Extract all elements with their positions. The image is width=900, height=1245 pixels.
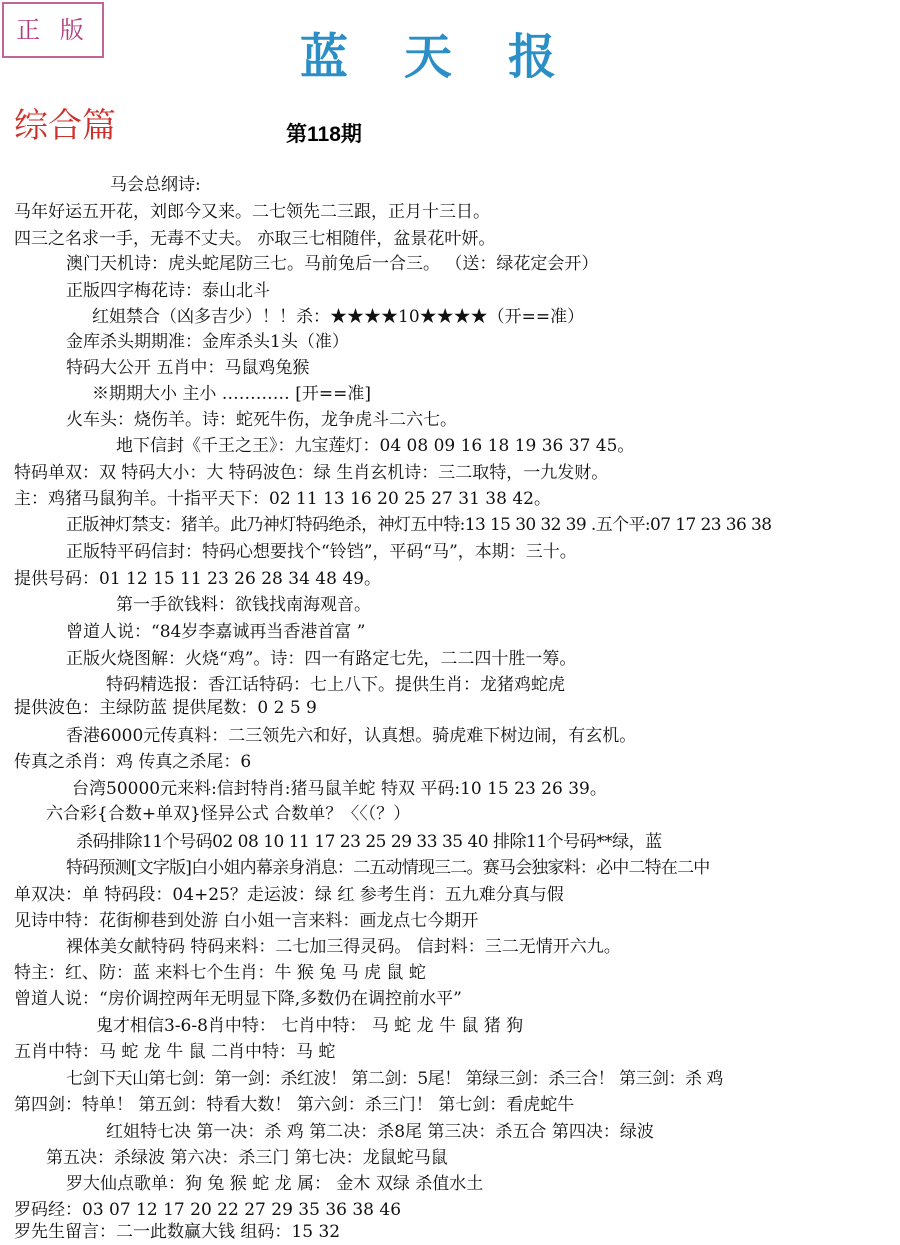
text-line: 红姐禁合（凶多吉少）！！杀：★★★★10★★★★（开==准）	[92, 307, 585, 327]
text-line: 六合彩{合数+单双}怪异公式 合数单？〈〈（？）	[46, 804, 411, 824]
text-line: 香港6000元传真料：二三领先六和好，认真想。骑虎难下树边闹，有玄机。	[66, 726, 637, 746]
text-line: 主：鸡猪马鼠狗羊。十指平天下：02 11 13 16 20 25 27 31 38 42。	[14, 489, 551, 509]
text-line: 罗码经：03 07 12 17 20 22 27 29 35 36 38 46	[14, 1200, 402, 1220]
edition-stamp: 正 版	[2, 2, 104, 58]
text-line: 第一手欲钱料：欲钱找南海观音。	[116, 595, 371, 615]
text-line: 台湾50000元来料:信封特肖:猪马鼠羊蛇 特双 平码:10 15 23 26 39。	[72, 779, 607, 799]
text-line: 地下信封《千王之王》：九宝莲灯：04 08 09 16 18 19 36 37 45。	[116, 436, 635, 456]
text-line: 特码单双：双 特码大小：大 特码波色：绿 生肖玄机诗：三二取特，一九发财。	[14, 463, 609, 483]
text-line: 马年好运五开花，刘郎今又来。二七领先二三跟，正月十三日。	[14, 202, 490, 222]
issue-number: 第118期	[286, 123, 362, 146]
text-line: 见诗中特：花街柳巷到处游 白小姐一言来料：画龙点七今期开	[14, 911, 479, 931]
text-line: 单双决：单 特码段：04+25？走运波：绿 红 参考生肖：五九难分真与假	[14, 885, 564, 905]
text-line: 第四剑：特单！ 第五剑：特看大数！ 第六剑：杀三门！ 第七剑：看虎蛇牛	[14, 1095, 575, 1115]
text-line: 传真之杀肖：鸡 传真之杀尾：6	[14, 752, 252, 772]
text-line: 提供号码：01 12 15 11 23 26 28 34 48 49。	[14, 569, 381, 589]
newspaper-title: 蓝天报	[300, 29, 613, 85]
text-line: 五肖中特：马 蛇 龙 牛 鼠 二肖中特：马 蛇	[14, 1042, 336, 1062]
text-line: 红姐特七决 第一决：杀 鸡 第二决：杀8尾 第三决：杀五合 第四决：绿波	[106, 1122, 654, 1142]
text-line: 罗大仙点歌单：狗 兔 猴 蛇 龙 属： 金木 双绿 杀值水土	[66, 1174, 484, 1194]
text-line: 杀码排除11个号码02 08 10 11 17 23 25 29 33 35 40 排除11个号码**绿，蓝	[76, 832, 662, 852]
text-line: 提供波色：主绿防蓝 提供尾数：0 2 5 9	[14, 698, 317, 718]
text-line: 罗先生留言：二一此数赢大钱 组码：15 32	[14, 1222, 341, 1242]
text-line: 正版四字梅花诗：泰山北斗	[66, 281, 270, 301]
text-line: 曾道人说：“84岁李嘉诚再当香港首富 ”	[66, 622, 366, 642]
text-line: 曾道人说：“房价调控两年无明显下降,多数仍在调控前水平”	[14, 989, 462, 1009]
text-line: 正版神灯禁支：猪羊。此乃神灯特码绝杀，神灯五中特:13 15 30 32 39 .五个平:07 17 23 36 38	[66, 515, 772, 535]
text-line: 火车头：烧伤羊。诗：蛇死牛伤，龙争虎斗二六七。	[66, 410, 457, 430]
section-heading: 综合篇	[14, 106, 116, 146]
text-line: 正版火烧图解：火烧“鸡”。诗：四一有路定七先，二二四十胜一筹。	[66, 649, 577, 669]
text-line: 四三之名求一手，无毒不丈夫。 亦取三七相随伴，盆景花叶妍。	[14, 229, 496, 249]
text-line: 裸体美女献特码 特码来料：二七加三得灵码。 信封料：三二无情开六九。	[66, 937, 621, 957]
text-line: 七剑下天山第七剑：第一剑：杀红波！ 第二剑：5尾！ 第绿三剑：杀三合！ 第三剑：杀 鸡	[66, 1069, 723, 1089]
text-line: 特码精选报：香江话特码：七上八下。提供生肖：龙猪鸡蛇虎	[106, 675, 565, 695]
text-line: 马会总纲诗:	[110, 175, 201, 195]
text-line: 特主：红、防：蓝 来料七个生肖：牛 猴 兔 马 虎 鼠 蛇	[14, 963, 426, 983]
text-line: 第五决：杀绿波 第六决：杀三门 第七决：龙鼠蛇马鼠	[46, 1148, 448, 1168]
text-line: 特码预测[文字版]白小姐内幕亲身消息：二五动情现三二。赛马会独家料：必中二特在二中	[66, 858, 710, 878]
text-line: 鬼才相信3-6-8肖中特： 七肖中特： 马 蛇 龙 牛 鼠 猪 狗	[96, 1016, 524, 1036]
text-line: 澳门天机诗：虎头蛇尾防三七。马前兔后一合三。 （送：绿花定会开）	[66, 254, 599, 274]
text-line: 正版特平码信封：特码心想要找个“铃铛”，平码“马”，本期：三十。	[66, 542, 577, 562]
text-line: 特码大公开 五肖中：马鼠鸡兔猴	[66, 358, 310, 378]
text-line: ※期期大小 主小 ………… [开==准]	[92, 384, 371, 404]
text-line: 金库杀头期期准：金库杀头1头（准）	[66, 332, 349, 352]
